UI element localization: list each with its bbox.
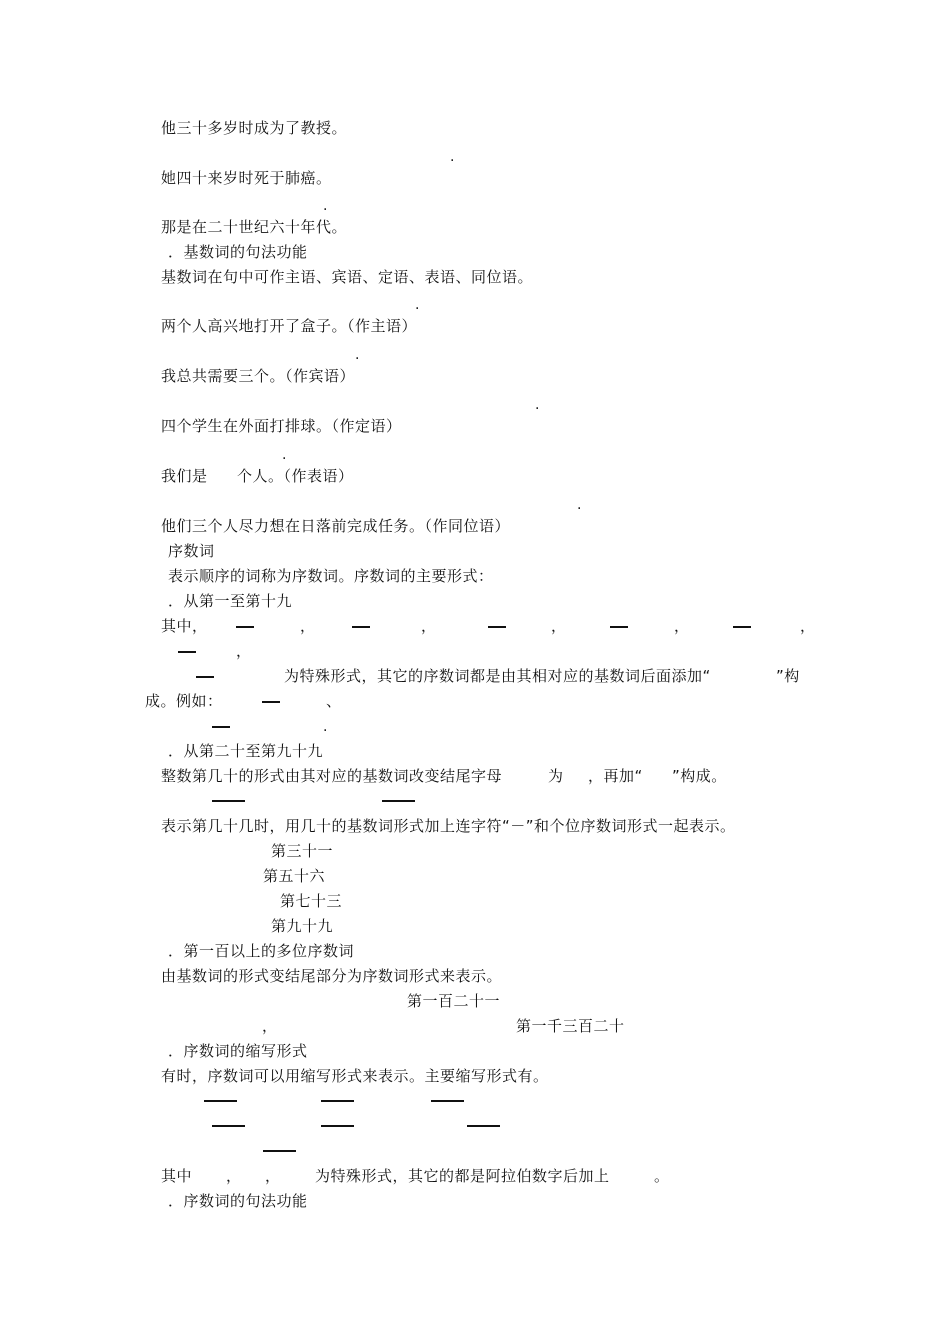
example-item: 第七十三 xyxy=(280,892,343,910)
separator: ， xyxy=(226,1167,242,1185)
separator: ， xyxy=(300,617,316,635)
example-sentence: 我们是 xyxy=(161,467,208,485)
paragraph: ”构 xyxy=(776,667,800,685)
dot-mark: . xyxy=(355,347,360,363)
separator: ， xyxy=(551,617,567,635)
example-sentence: 那是在二十世纪六十年代。 xyxy=(161,218,348,236)
example-item: 第一千三百二十 xyxy=(516,1017,625,1035)
blank-dash xyxy=(212,1125,245,1127)
separator: ， xyxy=(421,617,437,635)
paragraph: 整数第几十的形式由其对应的基数词改变结尾字母 xyxy=(161,767,503,785)
paragraph: 表示第几十几时，用几十的基数词形式加上连字符“－”和个位序数词形式一起表示。 xyxy=(161,817,736,835)
paragraph: 由基数词的形式变结尾部分为序数词形式来表示。 xyxy=(161,967,503,985)
dot-mark: . xyxy=(577,497,582,513)
dot-mark: . xyxy=(450,149,455,165)
section-heading: ．基数词的句法功能 xyxy=(168,243,308,261)
blank-dash xyxy=(610,626,628,628)
paragraph: 其中 xyxy=(161,1167,193,1185)
example-item: 第一百二十一 xyxy=(407,992,501,1010)
example-sentence: 两个人高兴地打开了盒子。（作主语） xyxy=(161,317,418,335)
example-sentence: 我总共需要三个。（作宾语） xyxy=(161,367,356,385)
paragraph: 为 xyxy=(548,767,564,785)
blank-dash xyxy=(212,800,245,802)
section-heading: ．序数词的缩写形式 xyxy=(168,1042,308,1060)
blank-dash xyxy=(382,800,415,802)
separator: ， xyxy=(265,1167,281,1185)
example-item: 第三十一 xyxy=(271,842,334,860)
section-heading: ．从第一至第十九 xyxy=(168,592,293,610)
paragraph: 其中， xyxy=(161,617,208,635)
paragraph: 基数词在句中可作主语、宾语、定语、表语、同位语。 xyxy=(161,268,534,286)
separator: ， xyxy=(674,617,690,635)
example-sentence: 四个学生在外面打排球。（作定语） xyxy=(161,417,402,435)
separator: ， xyxy=(262,1017,278,1035)
blank-dash xyxy=(204,1100,237,1102)
blank-dash xyxy=(467,1125,500,1127)
separator: ， xyxy=(236,642,252,660)
section-heading: ．第一百以上的多位序数词 xyxy=(168,942,355,960)
dot-mark: . xyxy=(323,719,328,735)
blank-dash xyxy=(733,626,751,628)
paragraph: 为特殊形式，其它的都是阿拉伯数字后加上 xyxy=(315,1167,610,1185)
paragraph: 成。例如： xyxy=(145,692,223,710)
example-sentence: 他们三个人尽力想在日落前完成任务。（作同位语） xyxy=(161,517,511,535)
section-title: 序数词 xyxy=(168,542,215,560)
example-sentence: 她四十来岁时死于肺癌。 xyxy=(161,169,332,187)
blank-dash xyxy=(321,1125,354,1127)
blank-dash xyxy=(212,726,230,728)
paragraph: 表示顺序的词称为序数词。序数词的主要形式： xyxy=(168,567,494,585)
dot-mark: . xyxy=(415,297,420,313)
example-sentence: 他三十多岁时成为了教授。 xyxy=(161,119,348,137)
blank-dash xyxy=(262,701,280,703)
paragraph: ”构成。 xyxy=(672,767,727,785)
separator: 、 xyxy=(326,692,342,710)
paragraph: 为特殊形式，其它的序数词都是由其相对应的基数词后面添加“ xyxy=(284,667,711,685)
blank-dash xyxy=(178,651,196,653)
dot-mark: . xyxy=(282,447,287,463)
example-item: 第九十九 xyxy=(271,917,334,935)
section-heading: ．从第二十至第九十九 xyxy=(168,742,324,760)
example-item: 第五十六 xyxy=(263,867,326,885)
blank-dash xyxy=(431,1100,464,1102)
blank-dash xyxy=(352,626,370,628)
paragraph: 有时，序数词可以用缩写形式来表示。主要缩写形式有。 xyxy=(161,1067,549,1085)
dot-mark: . xyxy=(535,397,540,413)
blank-dash xyxy=(236,626,254,628)
example-sentence: 个人。（作表语） xyxy=(237,467,354,485)
dot-mark: . xyxy=(323,198,328,214)
section-heading: ．序数词的句法功能 xyxy=(168,1192,308,1210)
paragraph: ，再加“ xyxy=(588,767,643,785)
blank-dash xyxy=(321,1100,354,1102)
blank-dash xyxy=(196,676,214,678)
blank-dash xyxy=(263,1150,296,1152)
paragraph: 。 xyxy=(654,1167,670,1185)
blank-dash xyxy=(488,626,506,628)
separator: ， xyxy=(800,617,816,635)
